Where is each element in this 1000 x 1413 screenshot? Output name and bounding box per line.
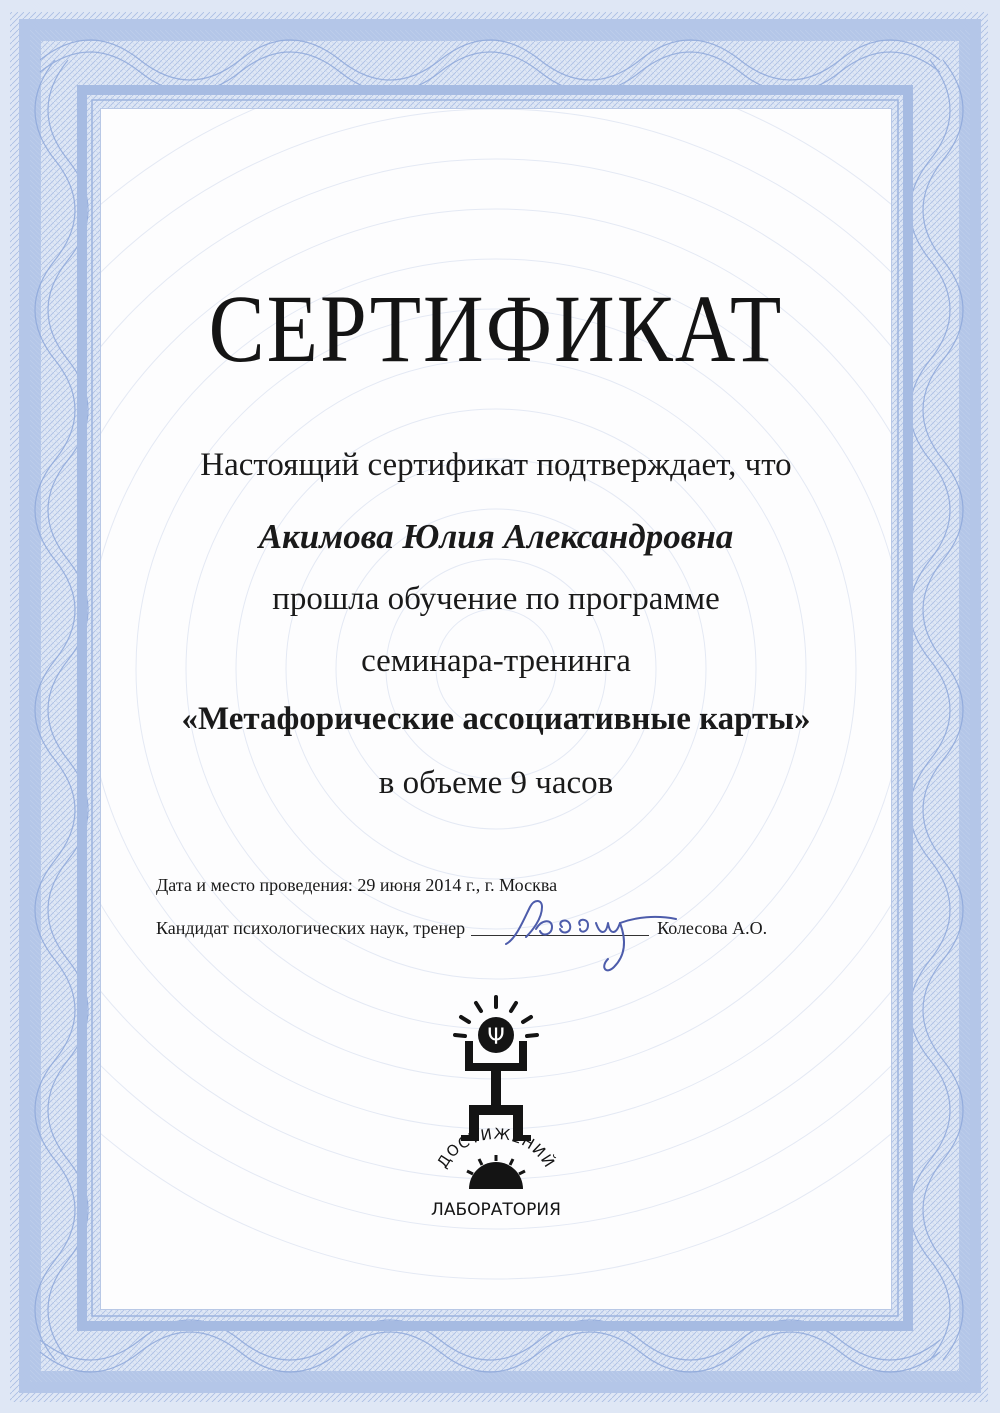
svg-text:ДОСТИЖЕНИЙ: ДОСТИЖЕНИЙ [433, 1124, 559, 1172]
date-place: Дата и место проведения: 29 июня 2014 г., г. Москва [156, 875, 558, 895]
program-volume: в объеме 9 часов [378, 765, 614, 801]
certificate-body [100, 108, 892, 1310]
confirm-text: Настоящий сертификат подтверждает, что [200, 447, 792, 483]
trainer-signature [496, 889, 696, 979]
laboratory-logo [431, 989, 561, 1229]
svg-text:Ψ: Ψ [487, 1025, 505, 1050]
trainer-title: Кандидат психологических наук, тренер [156, 918, 466, 938]
svg-text:ЛАБОРАТОРИЯ: ЛАБОРАТОРИЯ [431, 1200, 561, 1220]
certificate-title: СЕРТИФИКАТ [208, 276, 784, 383]
program-type: семинара-тренинга [361, 643, 631, 679]
completed-text: прошла обучение по программе [272, 581, 720, 617]
program-name: «Метафорические ассоциативные карты» [181, 701, 811, 737]
recipient-name: Акимова Юлия Александровна [258, 517, 734, 556]
trainer-name: Колесова А.О. [657, 918, 768, 938]
